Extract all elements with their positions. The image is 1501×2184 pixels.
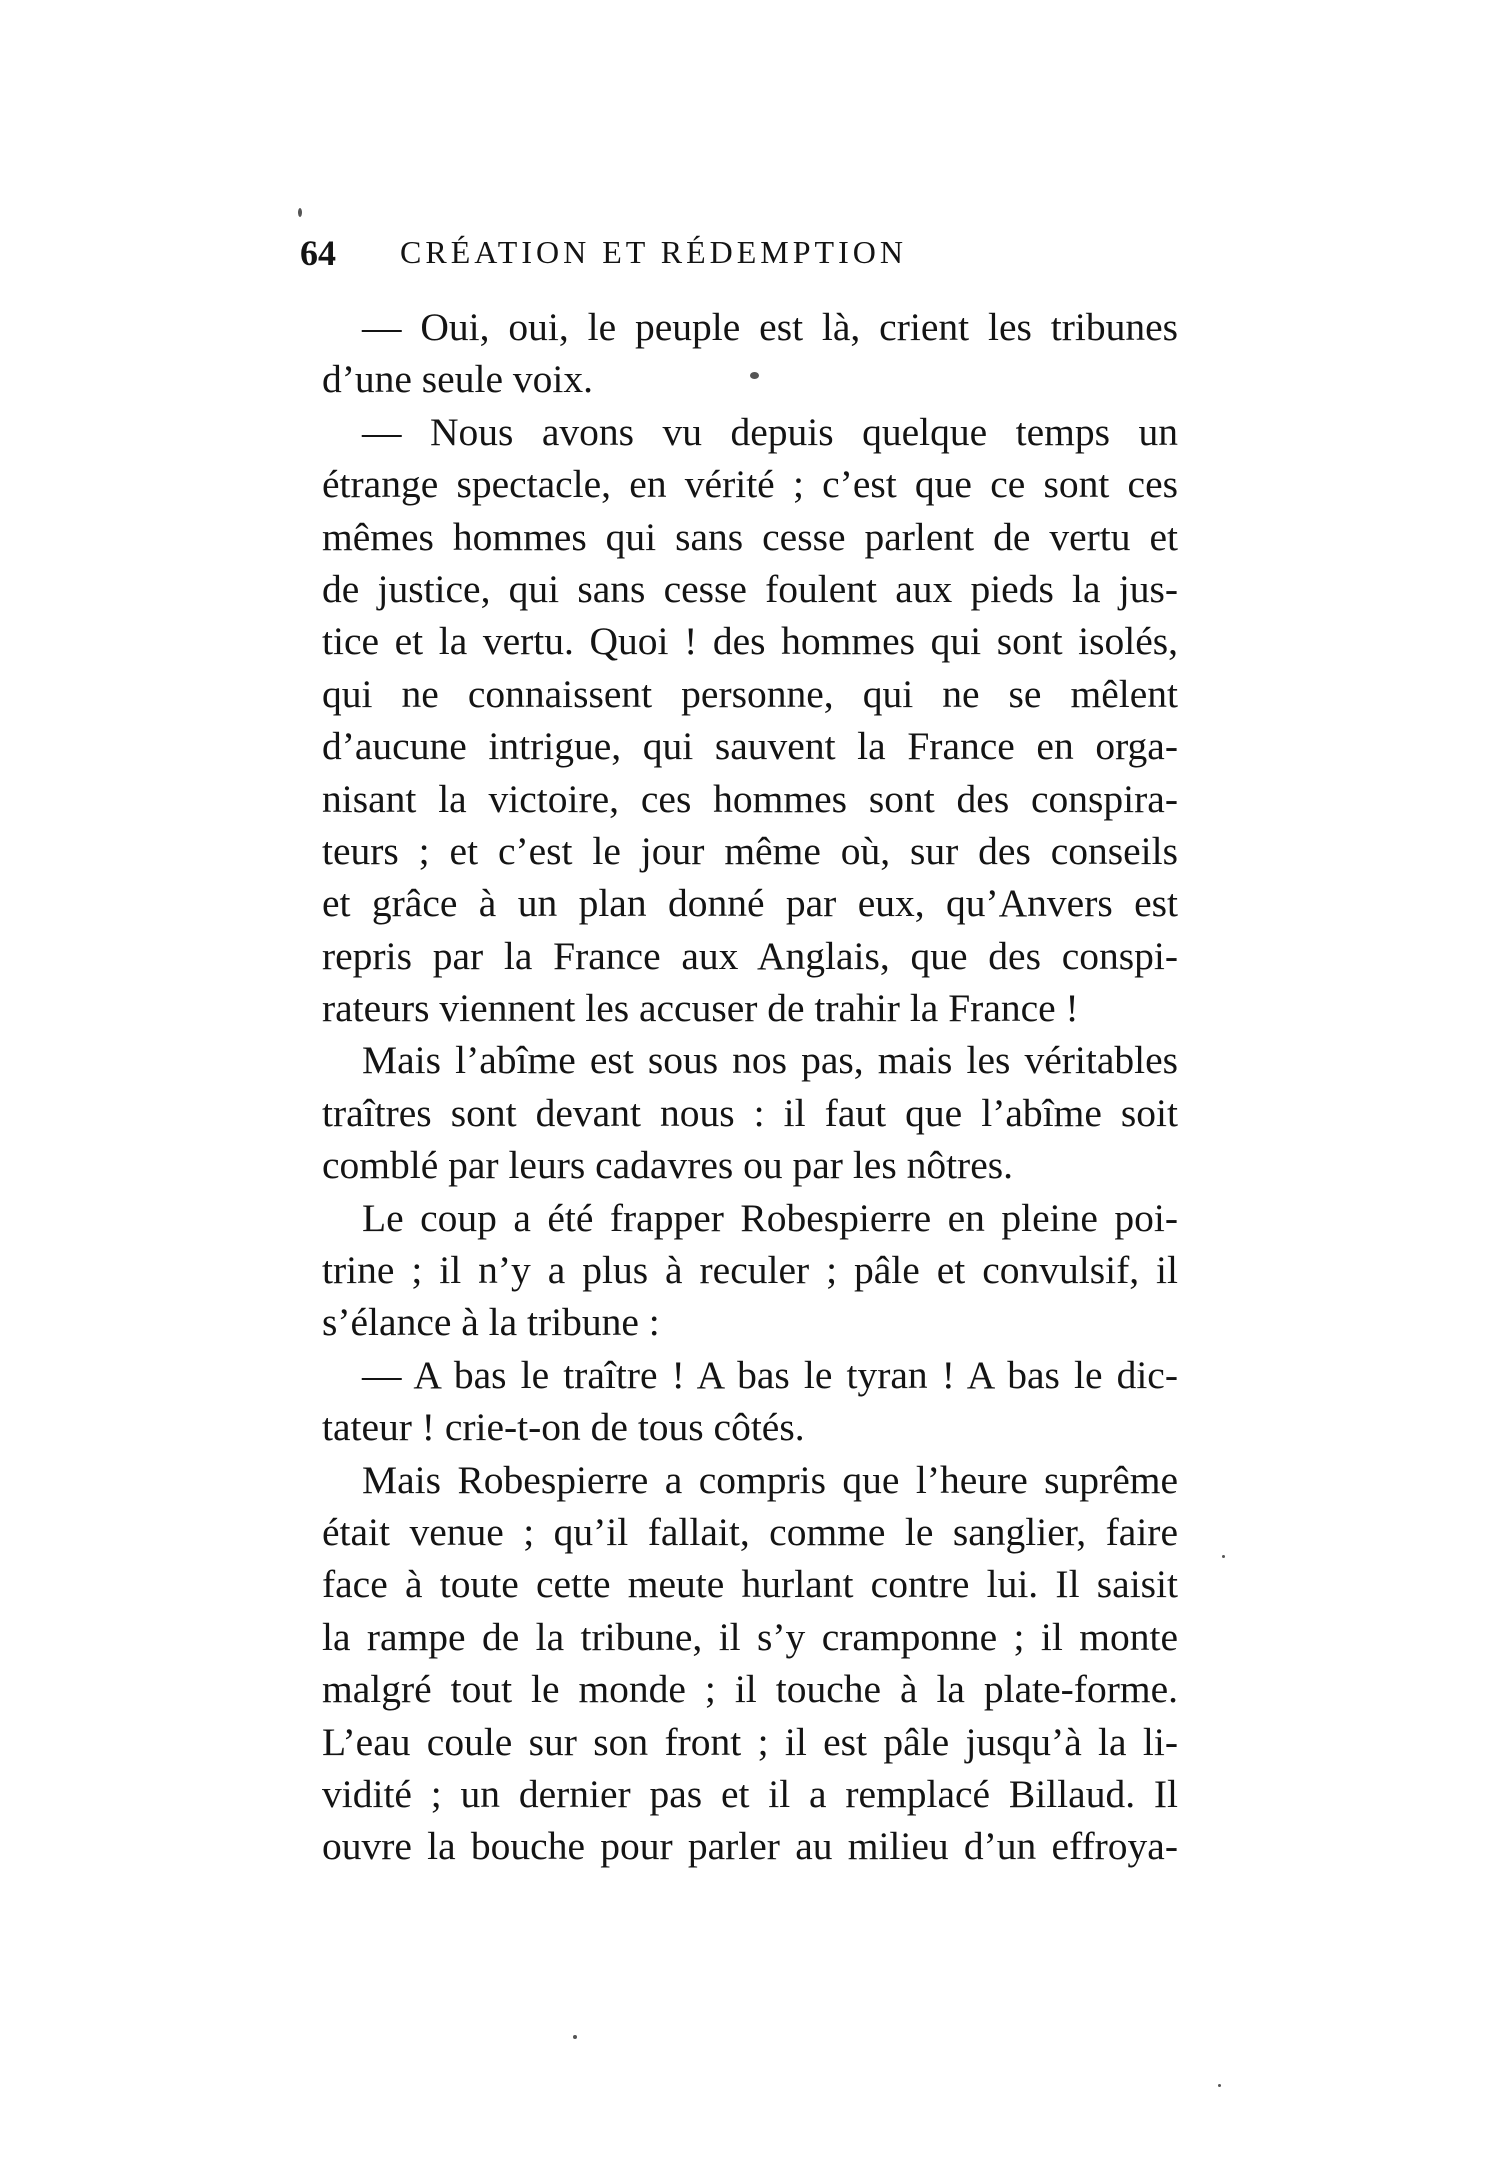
scan-speck xyxy=(1222,1555,1225,1558)
scan-speck xyxy=(298,208,302,217)
text-line: s’élance à la tribune : xyxy=(322,1300,660,1345)
text-line: ouvre la bouche pour parler au milieu d’un effroya- xyxy=(322,1824,1178,1869)
text-line: qui ne connaissent personne, qui ne se mêlent xyxy=(322,671,1178,716)
text-line: L’eau coule sur son front ; il est pâle jusqu’à la li- xyxy=(322,1719,1178,1764)
text-line: face à toute cette meute hurlant contre lui. Il saisit xyxy=(322,1562,1178,1607)
running-head: CRÉATION ET RÉDEMPTION xyxy=(400,234,907,270)
text-line: — Nous avons vu depuis quelque temps un xyxy=(362,409,1178,454)
text-line: étrange spectacle, en vérité ; c’est que ce sont ces xyxy=(322,462,1178,507)
text-line: et grâce à un plan donné par eux, qu’Anvers est xyxy=(322,881,1178,926)
page-header xyxy=(300,232,1200,282)
text-line: mêmes hommes qui sans cesse parlent de vertu et xyxy=(322,514,1178,559)
scan-speck xyxy=(573,2035,577,2039)
text-line: était venue ; qu’il fallait, comme le sanglier, faire xyxy=(322,1509,1178,1554)
text-line: tice et la vertu. Quoi ! des hommes qui sont isolés, xyxy=(322,619,1178,664)
text-line: d’aucune intrigue, qui sauvent la France en orga- xyxy=(322,724,1178,769)
text-line: malgré tout le monde ; il touche à la plate-forme. xyxy=(322,1667,1178,1712)
text-line: Le coup a été frapper Robespierre en pleine poi- xyxy=(362,1195,1178,1240)
text-line: traîtres sont devant nous : il faut que l’abîme soit xyxy=(322,1090,1178,1135)
text-line: repris par la France aux Anglais, que des conspi- xyxy=(322,933,1178,978)
text-line: comblé par leurs cadavres ou par les nôtres. xyxy=(322,1143,1013,1188)
body-text xyxy=(322,301,1178,1873)
text-line: — Oui, oui, le peuple est là, crient les tribunes xyxy=(362,305,1178,349)
text-line: teurs ; et c’est le jour même où, sur des conseils xyxy=(322,828,1178,873)
text-line: nisant la victoire, ces hommes sont des conspira- xyxy=(322,776,1178,821)
text-line: Mais l’abîme est sous nos pas, mais les véritables xyxy=(362,1038,1178,1083)
page-number: 64 xyxy=(300,233,336,273)
text-line: vidité ; un dernier pas et il a remplacé Billaud. Il xyxy=(322,1771,1178,1816)
text-line: de justice, qui sans cesse foulent aux pieds la jus- xyxy=(322,566,1178,611)
text-line: d’une seule voix. xyxy=(322,357,593,402)
text-line: la rampe de la tribune, il s’y cramponne ; il monte xyxy=(322,1614,1178,1659)
scan-speck xyxy=(1218,2084,1221,2087)
text-line: trine ; il n’y a plus à reculer ; pâle et convulsif, il xyxy=(322,1248,1178,1293)
text-line: Mais Robespierre a compris que l’heure suprême xyxy=(362,1457,1178,1502)
scan-speck xyxy=(750,372,759,379)
text-line: tateur ! crie-t-on de tous côtés. xyxy=(322,1405,805,1450)
text-line: rateurs viennent les accuser de trahir la France ! xyxy=(322,986,1079,1031)
text-line: — A bas le traître ! A bas le tyran ! A bas le dic- xyxy=(362,1352,1178,1397)
